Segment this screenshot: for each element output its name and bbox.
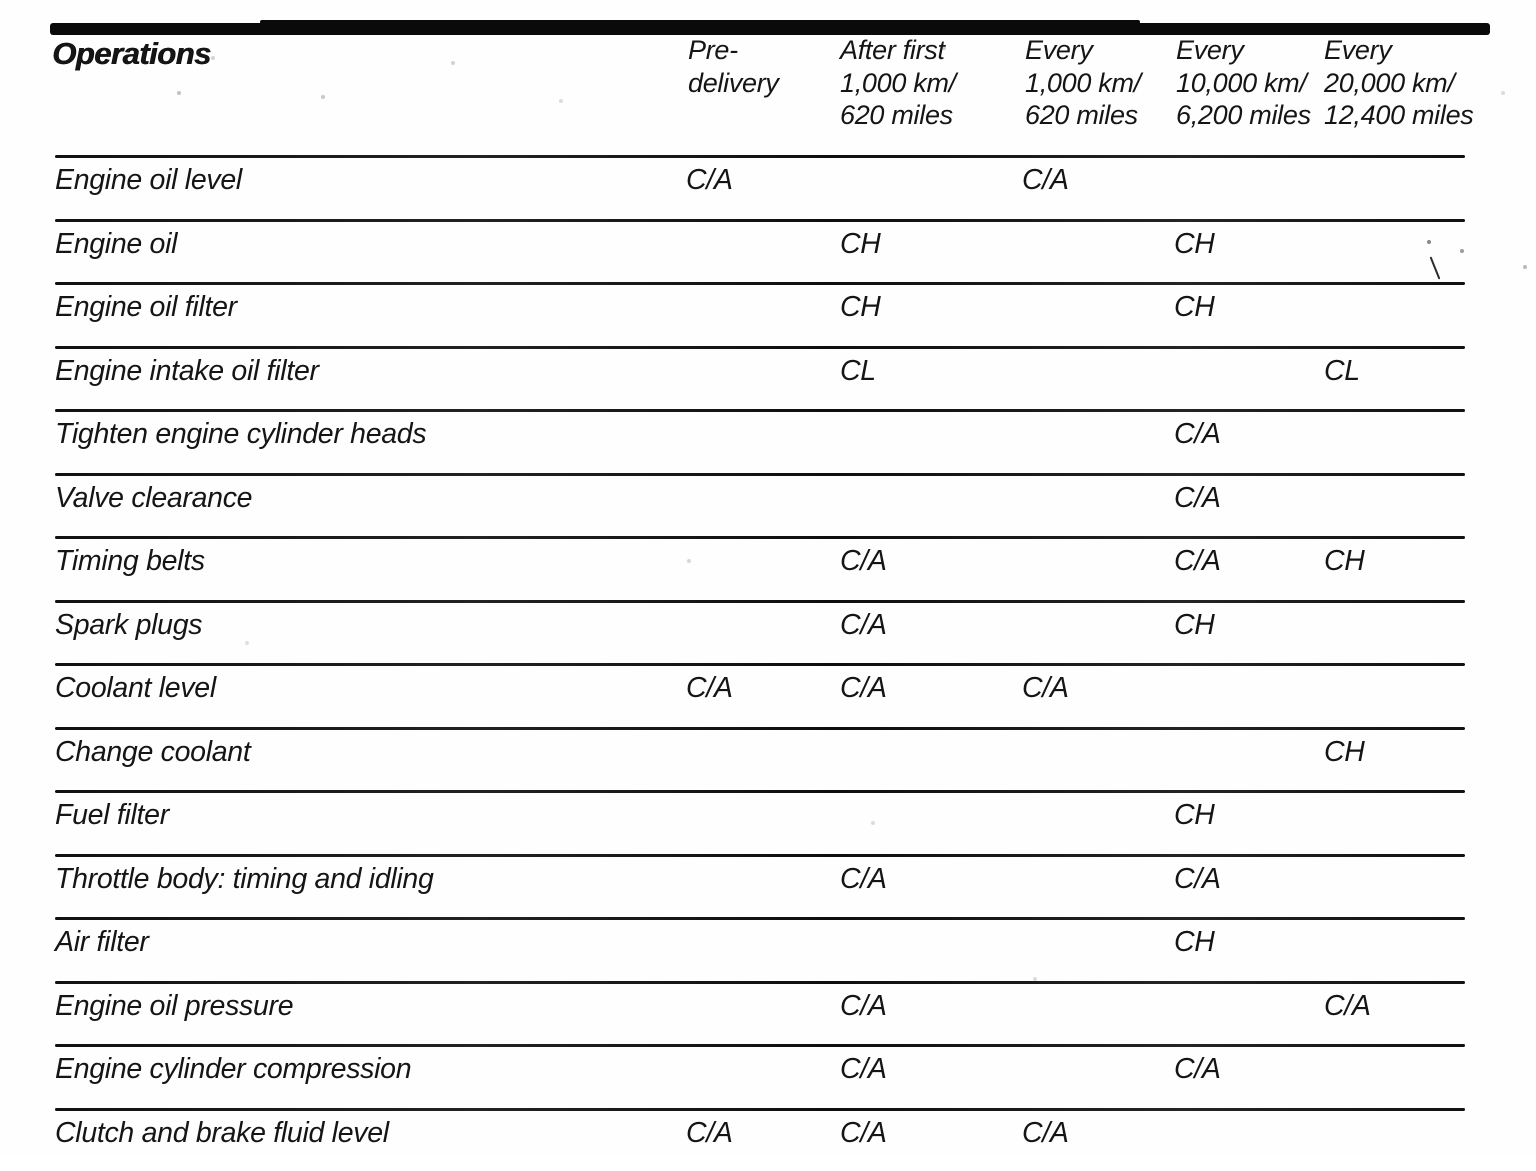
table-row xyxy=(0,854,1536,918)
cell-after-first-1000km: C/A xyxy=(840,990,887,1023)
table-row xyxy=(0,536,1536,600)
cell-every-10000km: CH xyxy=(1174,228,1215,261)
operation-label: Clutch and brake fluid level xyxy=(55,1117,389,1150)
column-header-line: 620 miles xyxy=(1025,99,1141,132)
operation-label: Throttle body: timing and idling xyxy=(55,863,434,896)
cell-after-first-1000km: C/A xyxy=(840,609,887,642)
table-row xyxy=(0,981,1536,1045)
operation-label: Engine oil filter xyxy=(55,291,237,324)
table-row xyxy=(0,219,1536,283)
table-row xyxy=(0,600,1536,664)
column-header-line: Pre- xyxy=(688,34,779,67)
table-row xyxy=(0,1044,1536,1108)
column-header-every-20000km xyxy=(1324,34,1474,132)
cell-every-10000km: CH xyxy=(1174,609,1215,642)
column-header-line: 12,400 miles xyxy=(1324,99,1474,132)
table-row xyxy=(0,727,1536,791)
cell-after-first-1000km: C/A xyxy=(840,1117,887,1150)
operations-column-title: Operations xyxy=(52,36,211,72)
cell-every-10000km: C/A xyxy=(1174,418,1221,451)
cell-every-10000km: C/A xyxy=(1174,482,1221,515)
cell-every-20000km: CH xyxy=(1324,736,1365,769)
table-row xyxy=(0,663,1536,727)
cell-after-first-1000km: C/A xyxy=(840,863,887,896)
operation-label: Engine oil xyxy=(55,228,177,261)
operation-label: Air filter xyxy=(55,926,149,959)
column-header-line: 1,000 km/ xyxy=(1025,67,1141,100)
operation-label: Spark plugs xyxy=(55,609,202,642)
cell-after-first-1000km: CH xyxy=(840,291,881,324)
column-header-line: 620 miles xyxy=(840,99,956,132)
cell-every-10000km: C/A xyxy=(1174,1053,1221,1086)
cell-after-first-1000km: CL xyxy=(840,355,876,388)
column-header-every-10000km xyxy=(1176,34,1311,132)
operation-label: Timing belts xyxy=(55,545,205,578)
scan-noise-specks xyxy=(0,0,2,2)
operation-label: Change coolant xyxy=(55,736,250,769)
cell-every-1000km: C/A xyxy=(1022,672,1069,705)
cell-every-1000km: C/A xyxy=(1022,1117,1069,1150)
operation-label: Valve clearance xyxy=(55,482,252,515)
column-header-line: 20,000 km/ xyxy=(1324,67,1474,100)
operation-label: Tighten engine cylinder heads xyxy=(55,418,426,451)
column-header-line: Every xyxy=(1176,34,1311,67)
table-row xyxy=(0,790,1536,854)
cell-every-10000km: C/A xyxy=(1174,545,1221,578)
table-row xyxy=(0,155,1536,219)
cell-every-20000km: CH xyxy=(1324,545,1365,578)
cell-pre-delivery: C/A xyxy=(686,1117,733,1150)
table-row xyxy=(0,346,1536,410)
cell-after-first-1000km: C/A xyxy=(840,672,887,705)
table-row xyxy=(0,282,1536,346)
column-header-line: 6,200 miles xyxy=(1176,99,1311,132)
operation-label: Engine oil level xyxy=(55,164,242,197)
table-row xyxy=(0,473,1536,537)
cell-every-1000km: C/A xyxy=(1022,164,1069,197)
operation-label: Engine cylinder compression xyxy=(55,1053,411,1086)
table-row xyxy=(0,1108,1536,1171)
column-header-line: Every xyxy=(1324,34,1474,67)
column-header-line: Every xyxy=(1025,34,1141,67)
cell-pre-delivery: C/A xyxy=(686,164,733,197)
schedule-table xyxy=(0,155,1536,1171)
cell-every-20000km: CL xyxy=(1324,355,1360,388)
column-header-pre-delivery xyxy=(688,34,779,99)
operation-label: Fuel filter xyxy=(55,799,169,832)
cell-every-10000km: C/A xyxy=(1174,863,1221,896)
column-header-line: After first xyxy=(840,34,956,67)
cell-every-10000km: CH xyxy=(1174,799,1215,832)
cell-every-10000km: CH xyxy=(1174,926,1215,959)
column-header-line: 1,000 km/ xyxy=(840,67,956,100)
operation-label: Engine oil pressure xyxy=(55,990,293,1023)
operation-label: Engine intake oil filter xyxy=(55,355,319,388)
column-header-line: 10,000 km/ xyxy=(1176,67,1311,100)
cell-after-first-1000km: C/A xyxy=(840,545,887,578)
column-header-after-first-1000km xyxy=(840,34,956,132)
operation-label: Coolant level xyxy=(55,672,216,705)
cell-after-first-1000km: C/A xyxy=(840,1053,887,1086)
cell-every-10000km: CH xyxy=(1174,291,1215,324)
table-row xyxy=(0,409,1536,473)
cell-every-20000km: C/A xyxy=(1324,990,1371,1023)
column-header-every-1000km xyxy=(1025,34,1141,132)
table-row xyxy=(0,917,1536,981)
column-header-line: delivery xyxy=(688,67,779,100)
cell-pre-delivery: C/A xyxy=(686,672,733,705)
cell-after-first-1000km: CH xyxy=(840,228,881,261)
